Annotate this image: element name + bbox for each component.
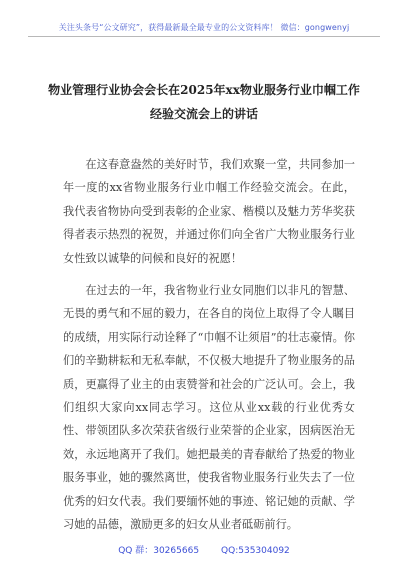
- footer-qq-group: QQ 群：30265665: [118, 546, 200, 556]
- body-paragraph: 在这春意盎然的美好时节，我们欢聚一堂，共同参加一年一度的xx省物业服务行业巾帼工作经验交流会。在此，我代表省物协向受到表彰的企业家、楷模以及魅力芳华奖获得者表示热烈的祝贺，并通过你们向全省广大物业服务行业女性致以诚挚的问候和良好的祝愿！: [63, 158, 355, 265]
- title-line-2: 经验交流会上的讲话: [149, 107, 258, 121]
- document-body: [63, 153, 355, 537]
- footer-qq-number: QQ:535304092: [221, 546, 290, 556]
- body-paragraph: 在过去的一年，我省物业行业女同胞们以非凡的智慧、无畏的勇气和不屈的毅力，在各自的岗位上取得了令人瞩目的成绩，用实际行动诠释了“巾帼不让须眉”的壮志豪情。你们的辛勤耕耘和无私奉献，不仅极大地提升了物业服务的品质，更赢得了业主的由衷赞誉和社会的广泛认可。会上，我们组织大家向xx同志学习。这位从业xx载的行业优秀女性、带领团队多次荣获省级行业荣誉的企业家，因病医治无效，永远地离开了我们。她把最美的青春献给了热爱的物业服务事业，她的骤然离世，使我省物业服务行业失去了一位优秀的妇女代表。我们要缅怀她的事迹、铭记她的贡献、学习她的品德，激励更多的妇女从业者砥砺前行。: [63, 284, 355, 532]
- header-banner: 关注头条号“公文研究”，获得最新最全最专业的公文资料库！ 微信：gongwenyj: [58, 23, 350, 32]
- title-line-1: 物业管理行业协会会长在2025年xx物业服务行业巾帼工作: [48, 83, 360, 97]
- header-divider: [28, 36, 380, 37]
- footer-contact: [0, 543, 408, 556]
- document-title: [36, 78, 372, 126]
